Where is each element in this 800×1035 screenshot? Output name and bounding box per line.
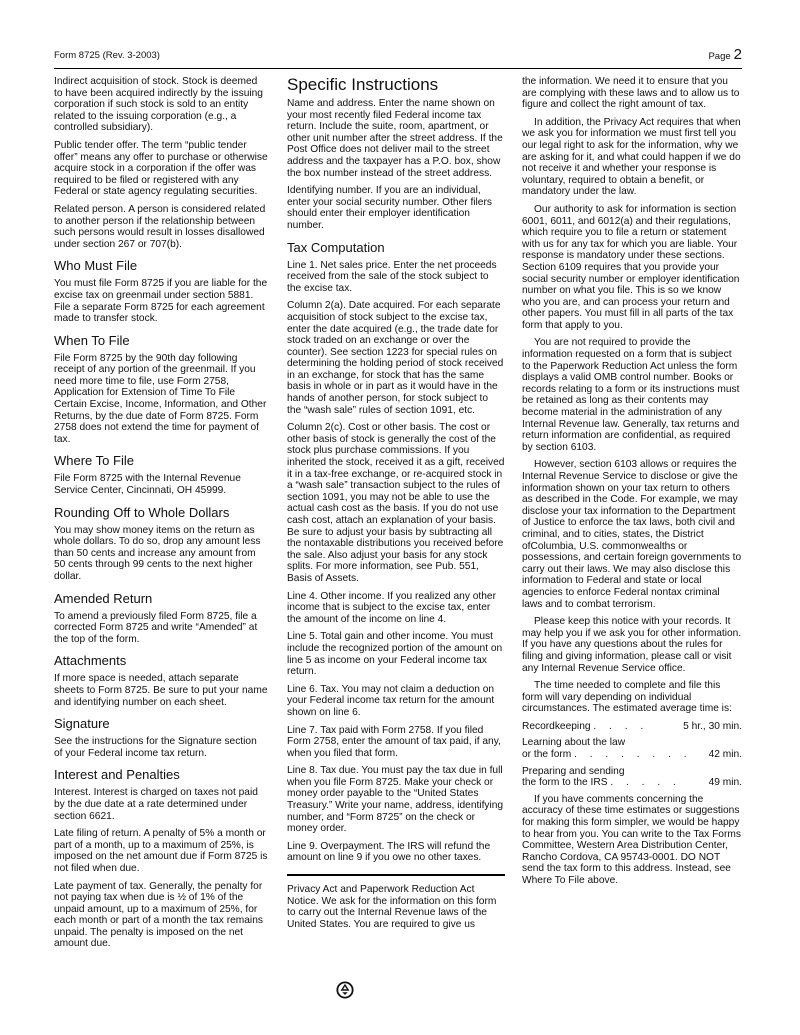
time-value: 49 min.	[708, 777, 742, 789]
heading-where-to-file: Where To File	[54, 453, 134, 469]
paragraph-where-to-file: File Form 8725 with the Internal Revenue Service Center, Cincinnati, OH 45999.	[54, 473, 241, 497]
recycled-paper-icon	[336, 981, 354, 999]
paragraph-keep-notice: Please keep this notice with your records. It may help you if we ask you for other information. If you have any questions about the rules for filing and giving information, please call or visit any Internal Revenue Service office.	[522, 616, 742, 674]
heading-when-to-file: When To File	[54, 332, 130, 348]
column-1	[54, 76, 268, 956]
heading-amended-return: Amended Return	[54, 590, 153, 606]
paragraph-line-9: Line 9. Overpayment. The IRS will refund the amount on line 9 if you owe no other taxes.	[287, 840, 491, 864]
heading-tax-computation: Tax Computation	[287, 239, 385, 255]
heading-who-must-file: Who Must File	[54, 258, 138, 274]
section-divider	[287, 874, 505, 876]
time-estimate-preparing: Preparing and sending the form to the IRS . . . . . 49 min.	[522, 765, 742, 789]
page-number: 2	[733, 46, 742, 63]
paragraph-when-to-file: File Form 8725 by the 90th day following receipt of any portion of the greenmail. If you need more time to file, use Form 2758, Application for Extension of Time To File Certain Excise, Income, Information, and Other Returns, by the due date of Form 8725. Form 2758 does not extend the time for payment of tax.	[54, 352, 267, 445]
paragraph-line-7: Line 7. Tax paid with Form 2758. If you filed Form 2758, enter the amount of tax paid, if any, when you filed that form.	[287, 724, 501, 759]
paragraph-who-must-file: You must file Form 8725 if you are liable for the excise tax on greenmail under section 5881. File a separate Form 8725 for each agreement made to transfer stock.	[54, 278, 268, 325]
paragraph-public-tender-offer: Public tender offer. The term “public tender offer” means any offer to purchase or otherwise acquire stock in a corporation if the offer was required to be filed or registered with any Federal or state agency regulating securities.	[54, 139, 268, 198]
time-estimate-recordkeeping: Recordkeeping . . . . 5 hr., 30 min.	[522, 720, 742, 732]
paragraph-authority: Our authority to ask for information is section 6001, 6011, and 6012(a) and their regulations, which require you to file a return or statement with us for any tax for which you are liable. Your response is mandatory under these sections. Section 6109 requires that you provide your social security number or employer identification number on what you file. This is so we know who you are, and can process your return and other papers. You must fill in all parts of the tax form that apply to you.	[522, 203, 740, 331]
paragraph-line-4: Line 4. Other income. If you realized any other income that is subject to the excise tax, enter the amount of the income on line 4.	[287, 590, 496, 625]
paragraph-line-8: Line 8. Tax due. You must pay the tax due in full when you file Form 8725. Make your check or money order payable to the “United States Treasury.” Write your name, address, identifying number, and “Form 8725” on the check or money order.	[287, 765, 504, 835]
heading-rounding: Rounding Off to Whole Dollars	[54, 504, 230, 520]
heading-attachments: Attachments	[54, 653, 127, 669]
paragraph-column-2c: Column 2(c). Cost or other basis. The cost or other basis of stock is generally the cost of the stock plus purchase commissions. If you inherited the stock, received it as a gift, received it in a tax-free exchange, or re-acquired stock in a “wash sale” transaction subject to the rules of section 1091, you may not be able to use the actual cash cost as the basis. If you do not use cash cost, attach an explanation of your basis. Be sure to adjust your basis by subtracting all the nontaxable distributions you received before the sale. Also adjust your basis for any stock splits. For more information, see Pub. 551, Basis of Assets.	[287, 422, 505, 584]
column-3	[522, 76, 742, 893]
paragraph-column-2a: Column 2(a). Date acquired. For each separate acquisition of stock subject to the excise tax, enter the date acquired (e.g., the trade date for stock traded on an exchange or over the counter). See section 1223 for special rules on determining the holding period of stock received in an exchange, for stock that has the same basis in whole or in part as it would have in the hands of another person, for stock subject to the “wash sale” rules of section 1091, etc.	[287, 300, 504, 416]
paragraph-privacy-continued: the information. We need it to ensure that you are complying with these laws and to allow us to figure and collect the right amount of tax.	[522, 76, 740, 111]
paragraph-late-payment: Late payment of tax. Generally, the penalty for not paying tax when due is ½ of 1% of the unpaid amount, up to a maximum of 25%, for each month or part of a month the tax remains unpaid. The penalty is imposed on the net amount due.	[54, 880, 263, 950]
paragraph-line-6: Line 6. Tax. You may not claim a deduction on your Federal income tax return for the amount shown on line 6.	[287, 683, 495, 718]
column-2	[287, 76, 505, 936]
time-value: 5 hr., 30 min.	[683, 720, 742, 732]
paragraph-signature: See the instructions for the Signature section of your Federal income tax return.	[54, 736, 257, 759]
paragraph-line-1: Line 1. Net sales price. Enter the net proceeds received from the sale of the stock subject to the excise tax.	[287, 259, 497, 294]
paragraph-rounding: You may show money items on the return as whole dollars. To do so, drop any amount less than 50 cents and increase any amount from 50 cents through 99 cents to the next higher dollar.	[54, 524, 261, 582]
paragraph-privacy-act: Privacy Act and Paperwork Reduction Act Notice. We ask for the information on this form to carry out the Internal Revenue laws of the United States. You are required to give us	[287, 884, 497, 930]
heading-signature: Signature	[54, 716, 110, 732]
paragraph-related-person: Related person. A person is considered related to another person if the relationship between such persons would result in losses disallowed under section 267 or 707(b).	[54, 203, 266, 250]
page-label: Page	[708, 51, 731, 62]
time-estimate-learning: Learning about the law or the form . . . . . . . . 42 min.	[522, 737, 742, 761]
paragraph-identifying-number: Identifying number. If you are an individual, enter your social security number. Other filers should enter their employer identification number.	[287, 185, 492, 231]
paragraph-line-5: Line 5. Total gain and other income. You must include the recognized portion of the amount on line 5 as income on your Federal income tax return.	[287, 631, 503, 678]
paragraph-amended-return: To amend a previously filed Form 8725, file a corrected Form 8725 and write “Amended” at the top of the form.	[54, 610, 258, 645]
paragraph-attachments: If more space is needed, attach separate sheets to Form 8725. Be sure to put your name and identifying number on each sheet.	[54, 673, 268, 708]
paragraph-time-needed: The time needed to complete and file this form will vary depending on individual circumstances. The estimated average time is:	[522, 680, 732, 715]
paragraph-paperwork-reduction: You are not required to provide the information requested on a form that is subject to the Paperwork Reduction Act unless the form displays a valid OMB control number. Books or records relating to a form or its instructions must be retained as long as their contents may become material in the administration of any Internal Revenue law. Generally, tax returns and return information are confidential, as required by section 6103.	[522, 337, 740, 453]
heading-interest-penalties: Interest and Penalties	[54, 767, 180, 783]
paragraph-late-filing: Late filing of return. A penalty of 5% a month or part of a month, up to a maximum of 25%, is imposed on the net amount due if Form 8725 is not filed when due.	[54, 828, 268, 874]
page-header	[54, 46, 742, 69]
paragraph-comments: If you have comments concerning the accuracy of these time estimates or suggestions for making this form simpler, we would be happy to hear from you. You can write to the Tax Forms Committee, Western Area Distribution Center, Rancho Cordova, CA 95743-0001. DO NOT send the tax form to this address. Instead, see Where To File above.	[522, 793, 741, 886]
paragraph-section-6103: However, section 6103 allows or requires the Internal Revenue Service to disclose or give the information shown on your tax return to others as described in the Code. For example, we may disclose your tax information to the Department of Justice to enforce the tax laws, both civil and criminal, and to cities, states, the District ofColumbia, U.S. commonwealths or possessions, and certain foreign governments to carry out their laws. We may also disclose this information to Federal and state or local agencies to enforce Federal nontax criminal laws and to combat terrorism.	[522, 459, 742, 610]
paragraph-name-address: Name and address. Enter the name shown on your most recently filed Federal income tax return. Include the suite, room, apartment, or other unit number after the street address. If the Post Office does not deliver mail to the street address and the taxpayer has a P.O. box, show the box number instead of the street address.	[287, 98, 503, 179]
page-indicator	[708, 46, 742, 63]
paragraph-privacy-act-requirement: In addition, the Privacy Act requires that when we ask you for information we must first tell you our legal right to ask for the information, why we are asking for it, and what could happen if we do not receive it and whether your response is voluntary, required to obtain a benefit, or mandatory under the law.	[522, 116, 741, 198]
paragraph-interest: Interest. Interest is charged on taxes not paid by the due date at a rate determined under section 6621.	[54, 787, 258, 822]
specific-instructions-title: Specific Instructions	[287, 75, 439, 94]
form-identifier: Form 8725 (Rev. 3-2003)	[54, 50, 160, 61]
time-value: 42 min.	[708, 749, 742, 761]
paragraph-indirect-acquisition: Indirect acquisition of stock. Stock is deemed to have been acquired indirectly by the issuing corporation if such stock is sold to an entity related to the issuing corporation (e.g., a controlled subsidiary).	[54, 76, 263, 134]
